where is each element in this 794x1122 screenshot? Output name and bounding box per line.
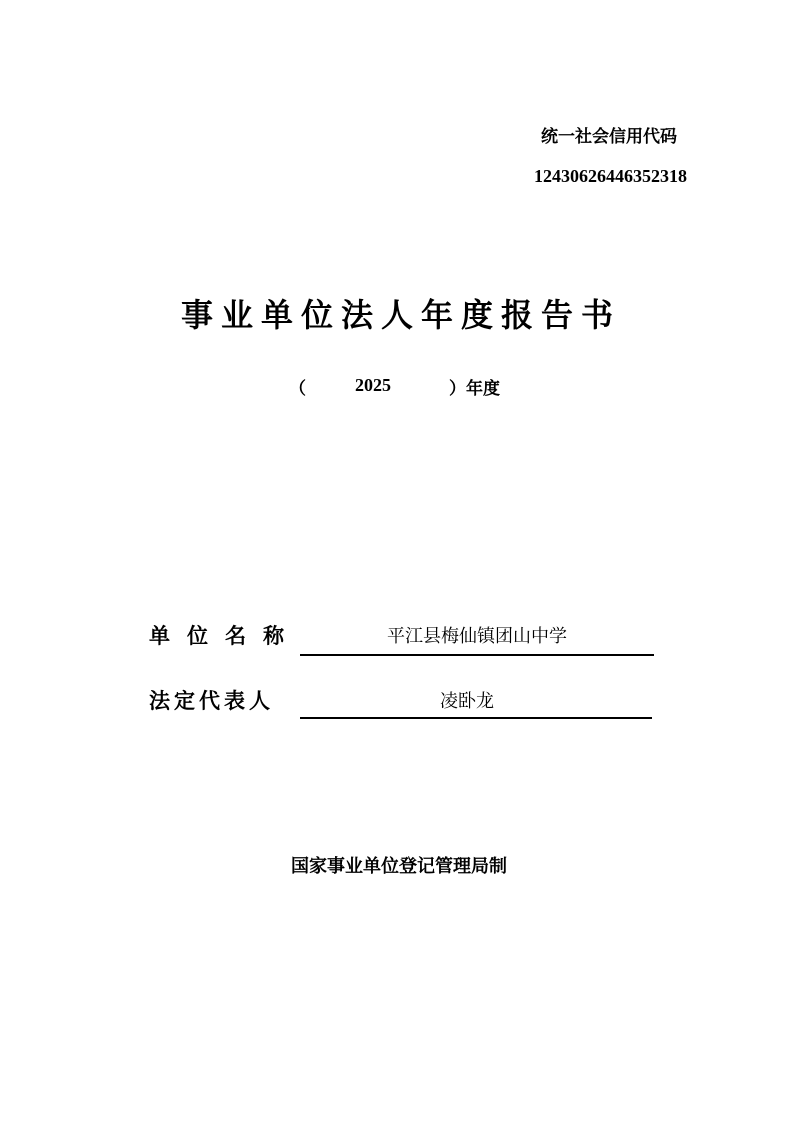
unit-name-value: 平江县梅仙镇团山中学 bbox=[387, 626, 567, 647]
year-suffix: ）年度 bbox=[449, 379, 500, 399]
legal-rep-underline bbox=[300, 717, 652, 719]
credit-code-label: 统一社会信用代码 bbox=[541, 127, 677, 147]
issuer-text: 国家事业单位登记管理局制 bbox=[291, 856, 507, 877]
report-year: 2025 bbox=[355, 375, 391, 395]
document-title: 事业单位法人年度报告书 bbox=[180, 296, 621, 334]
year-open-paren: （ bbox=[289, 379, 306, 399]
legal-rep-value: 凌卧龙 bbox=[440, 691, 494, 712]
credit-code-value: 12430626446352318 bbox=[534, 166, 687, 186]
unit-name-underline bbox=[300, 654, 654, 656]
unit-name-label: 单位名称 bbox=[149, 624, 301, 648]
legal-rep-label: 法定代表人 bbox=[149, 689, 274, 713]
